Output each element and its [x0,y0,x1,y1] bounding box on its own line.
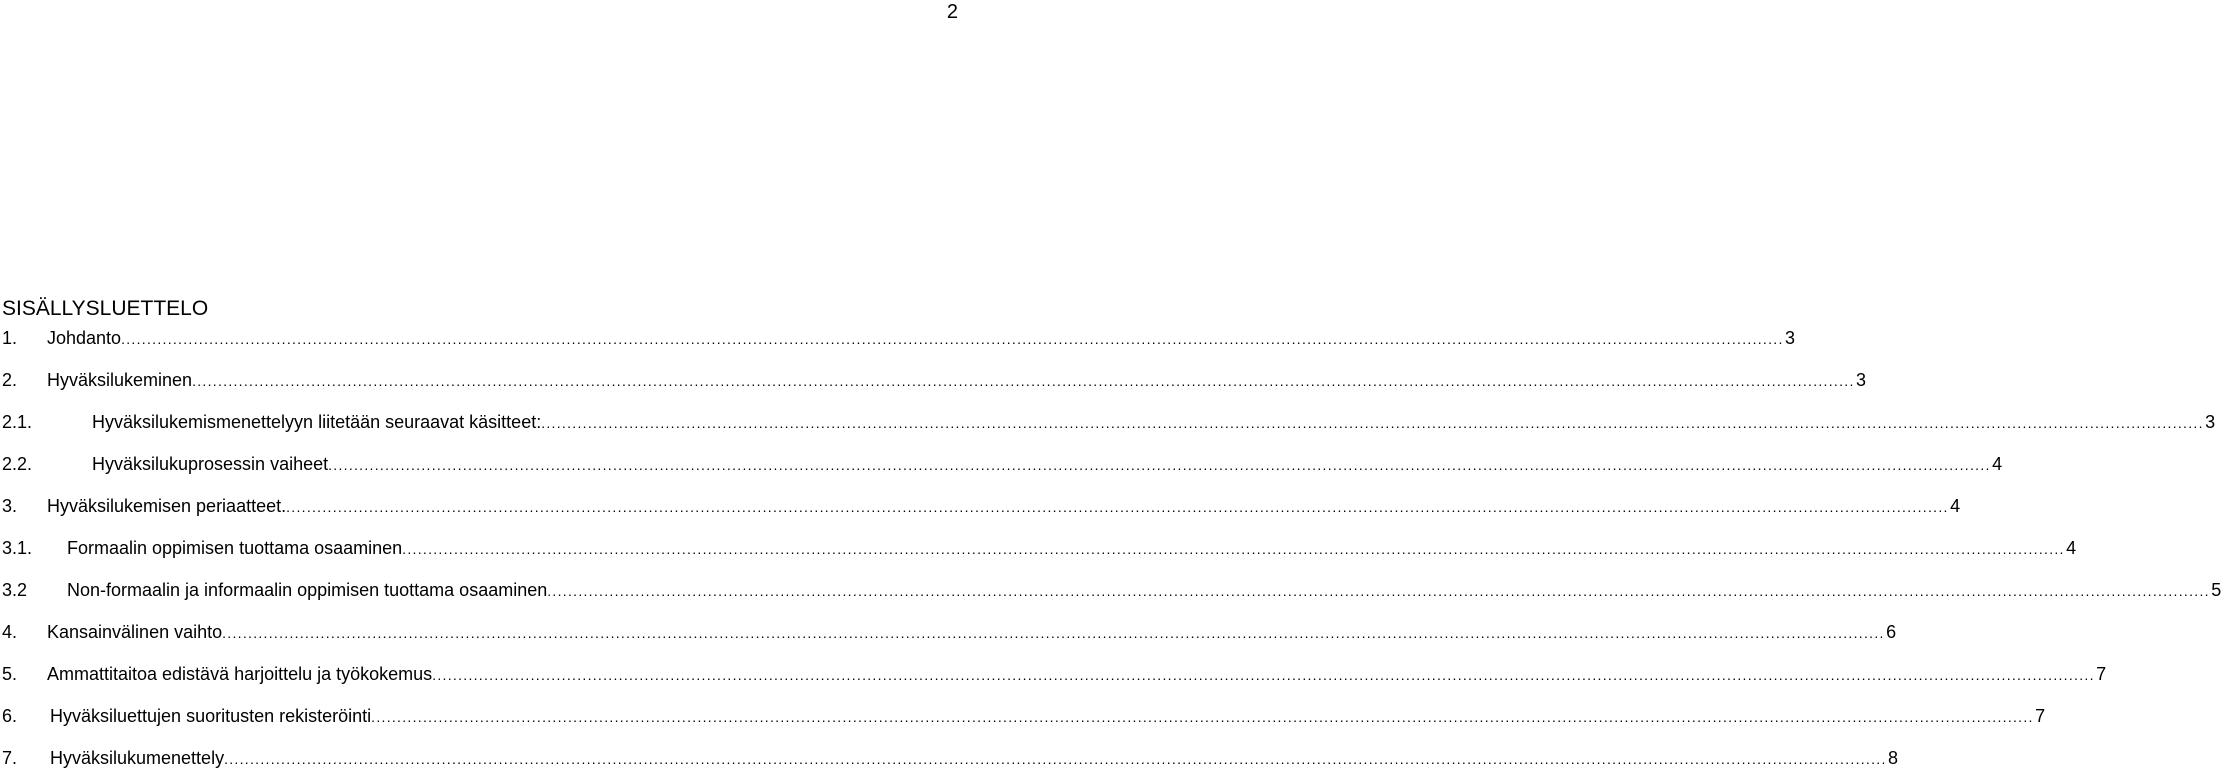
toc-entry-page: 7 [2096,664,2107,684]
toc-entry-label: Johdanto [47,328,122,348]
toc-entry-label: Hyväksilukumenettely [50,748,225,768]
toc-dot-leader [224,747,1884,769]
toc-entry-label: Hyväksilukeminen [47,370,193,390]
toc-entry-johdanto[interactable] [2,327,1796,349]
toc-entry-kansainvalinen[interactable] [2,621,1897,643]
toc-entry-label: Kansainvälinen vaihto [47,622,223,642]
toc-entry-label: Hyväksiluettujen suoritusten rekisteröinti [50,706,372,726]
toc-entry-page: 8 [1888,748,1899,768]
toc-entry-menettely[interactable] [2,747,1899,769]
toc-entry-rekisterointi[interactable] [2,705,2046,727]
toc-entry-number: 2.1. [2,412,33,432]
toc-entry-page: 5 [2211,580,2221,600]
toc-dot-leader [547,579,2207,601]
toc-entry-page: 4 [1950,496,1961,516]
toc-entry-page: 7 [2035,706,2046,726]
toc-entry-non-formaalin[interactable] [2,579,2221,601]
toc-entry-label: Hyväksilukuprosessin vaiheet [92,454,329,474]
toc-entry-page: 3 [2205,412,2216,432]
toc-entry-label: Ammattitaitoa edistävä harjoittelu ja työkokemus [47,664,433,684]
toc-dot-leader [402,537,2062,559]
toc-dot-leader [432,663,2092,685]
toc-entry-page: 4 [2066,538,2077,558]
toc-dot-leader [222,621,1882,643]
toc-dot-leader [328,453,1988,475]
toc-entry-label: Hyväksilukemismenettelyyn liitetään seuraavat käsitteet: [92,412,542,432]
toc-entry-number: 3. [2,496,18,516]
toc-entry-vaiheet[interactable] [2,453,2003,475]
toc-entry-number: 5. [2,664,18,684]
toc-entry-hyvaksilukeminen[interactable] [2,369,1867,391]
toc-entry-label: Hyväksilukemisen periaatteet. [47,496,287,516]
page-number: 2 [946,1,958,23]
toc-entry-kasitteet[interactable] [2,411,2216,433]
toc-entry-page: 3 [1856,370,1867,390]
toc-entry-number: 2. [2,370,18,390]
toc-entry-formaalin[interactable] [2,537,2077,559]
toc-entry-page: 4 [1992,454,2003,474]
toc-entry-page: 3 [1785,328,1796,348]
toc-entry-number: 1. [2,328,18,348]
toc-entry-label: Formaalin oppimisen tuottama osaaminen [67,538,403,558]
toc-entry-number: 7. [2,748,18,768]
toc-entry-number: 3.2 [2,580,28,600]
toc-entry-harjoittelu[interactable] [2,663,2107,685]
toc-entry-number: 3.1. [2,538,33,558]
toc-dot-leader [286,495,1946,517]
toc-dot-leader [121,327,1781,349]
toc-entry-number: 2.2. [2,454,33,474]
toc-dot-leader [371,705,2031,727]
toc-entry-page: 6 [1886,622,1897,642]
toc-entry-periaatteet[interactable] [2,495,1961,517]
toc-entry-number: 4. [2,622,18,642]
toc-dot-leader [541,411,2201,433]
toc-entry-number: 6. [2,706,18,726]
table-of-contents [2,296,2221,769]
toc-entry-label: Non-formaalin ja informaalin oppimisen tuottama osaaminen [67,580,548,600]
toc-dot-leader [192,369,1852,391]
toc-title: SISÄLLYSLUETTELO [2,297,209,320]
